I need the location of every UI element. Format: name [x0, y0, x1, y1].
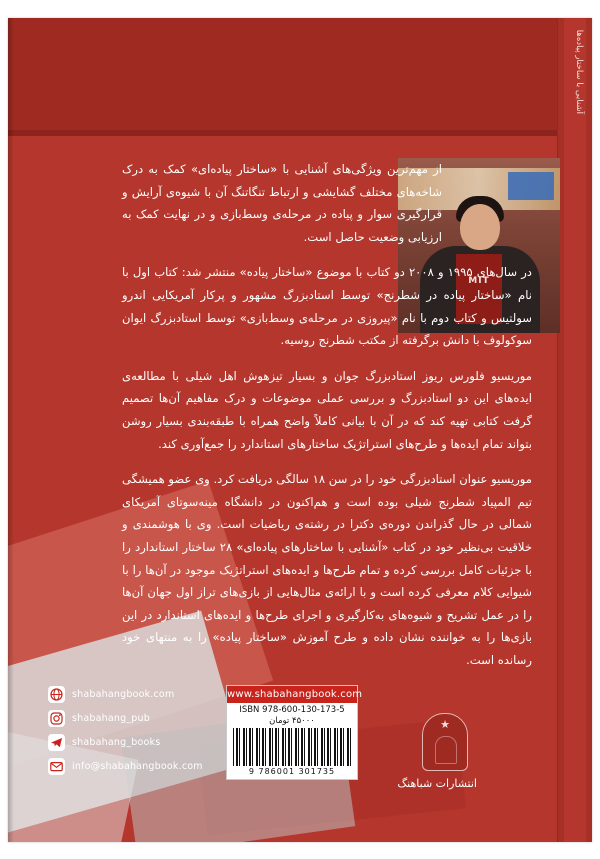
barcode-image — [233, 728, 351, 766]
paragraph-3: موریسیو فلورس ریوز استادبزرگ جوان و بسیار تیزهوش اهل شیلی با مطالعه‌ی ایده‌های این دو استادبزرگ و بررسی عملی موضوعات و درک مفاهیم آن‌ها تصمیم گرفت کتابی تهیه کند که در آن با بیانی کاملاً واضح همراه با طبقه‌بندی بسیار روشن بتواند تمام ایده‌ها و طرح‌های استراتژیک ساختارهای استاندارد را جمع‌آوری کند. — [122, 368, 532, 451]
spine-inner-strip — [564, 18, 586, 842]
cover-edge-shadow — [8, 18, 14, 842]
photo-shirt-text: MIT — [468, 276, 490, 286]
social-label-email: info@shabahangbook.com — [72, 761, 203, 772]
website-url: www.shabahangbook.com — [227, 686, 357, 703]
publisher-mark — [397, 713, 477, 790]
telegram-icon — [48, 734, 65, 751]
barcode-number: 9 786001 301735 — [248, 767, 336, 776]
isbn-barcode-block — [226, 685, 363, 780]
back-cover-text — [122, 158, 532, 684]
publisher-logo-icon — [422, 713, 468, 771]
social-item-telegram[interactable] — [48, 734, 208, 751]
paragraph-1: از مهم‌ترین ویژگی‌های آشنایی با «ساختار پیاده‌ای» کمک به درک شاخه‌های مختلف گشایشی و ارتباط تنگاتنگ آن با شیوه‌ی آرایش و قرارگیری سوار و پیاده در مرحله‌ی وسط‌بازی و در نهایت کمک به ارزیابی وضعیت حاصل است. — [122, 162, 442, 244]
email-icon — [48, 758, 65, 775]
spine-title-text: آشنایی با ساختار پیاده‌ها — [574, 29, 584, 114]
book-spine — [557, 18, 592, 842]
social-links-list — [48, 686, 208, 782]
social-item-instagram[interactable] — [48, 710, 208, 727]
book-cover — [8, 18, 592, 842]
social-label-instagram: shabahang_pub — [72, 713, 150, 724]
publisher-name: انتشارات شباهنگ — [397, 777, 477, 790]
top-color-band — [8, 18, 592, 136]
instagram-icon — [48, 710, 65, 727]
social-label-telegram: shabahang_books — [72, 737, 161, 748]
social-label-website: shabahangbook.com — [72, 689, 175, 700]
price-label: ۴۵۰۰۰ تومان — [269, 716, 315, 726]
paragraph-2: در سال‌های ۱۹۹۵ و ۲۰۰۸ دو کتاب با موضوع «ساختار پیاده» منتشر شد: کتاب اول با نام «ساختار پیاده در شطرنج» توسط استادبزرگ مشهور و پرکار آمریکایی اندرو سولتیس و کتاب دوم با نام «پیروزی در مرحله‌ی وسط‌بازی» توسط استادبزرگ ایوان سوکولوف با دانش برگرفته از مکتب شطرنج روسیه. — [122, 265, 532, 348]
social-item-website[interactable] — [48, 686, 208, 703]
isbn-number: ISBN 978-600-130-173-5 — [239, 705, 345, 715]
globe-icon — [48, 686, 65, 703]
paragraph-4: موریسیو عنوان استادبزرگی خود را در سن ۱۸ سالگی دریافت کرد. وی عضو همیشگی تیم المپیاد شطرنج شیلی بوده است و هم‌اکنون در دانشگاه مینه‌سوتای آمریکای شمالی در حال گذراندن دوره‌ی دکترا در رشته‌ی ریاضیات است. وی با هوشمندی و خلاقیت بی‌نظیر خود در کتاب «آشنایی با ساختارهای پیاده‌ای» ۲۸ ساختار استاندارد را با جزئیات کامل بررسی کرده و تمام طرح‌ها و ایده‌های استراتژیک موجود در آن‌ها را با شیوایی کلام معرفی کرده است و با ارائه‌ی مثال‌هایی از بازی‌های تراز اول جهان آن‌ها را در عمل تشریح و شیوه‌های به‌کارگیری و اجرای طرح‌ها و ایده‌های استاندارد در این بازی‌ها را به خواننده نشان داده و طرح آموزش «ساختار پیاده» را به منتهای خود رسانده است. — [122, 472, 532, 667]
social-item-email[interactable] — [48, 758, 208, 775]
